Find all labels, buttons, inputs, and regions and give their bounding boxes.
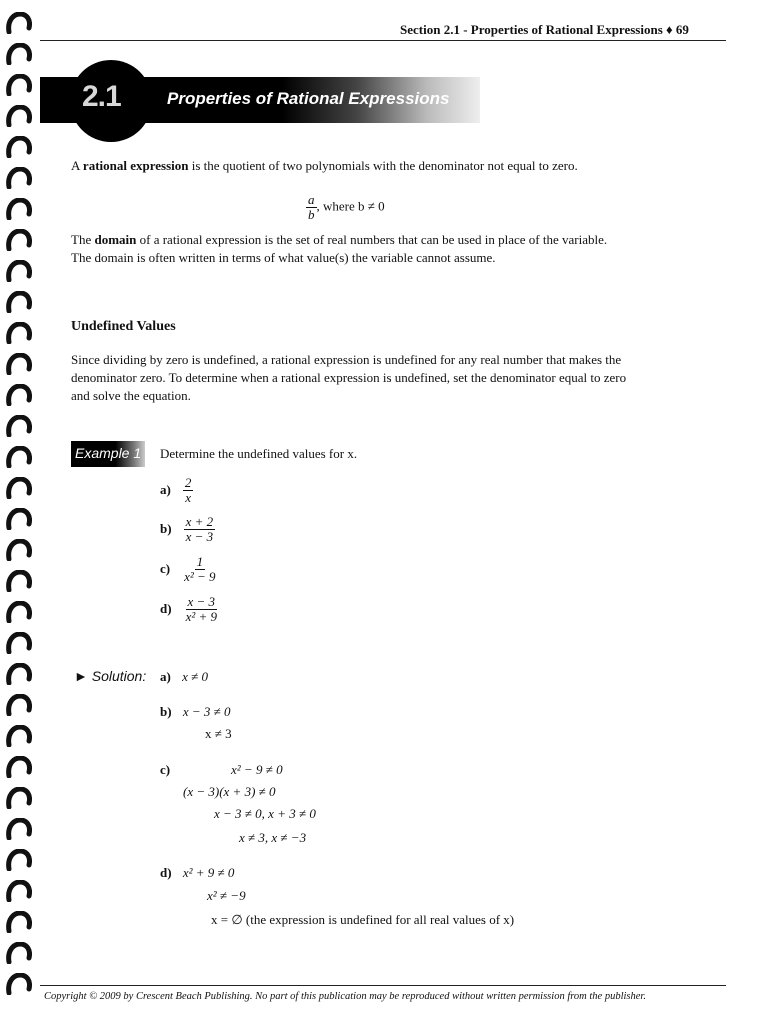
fraction-numerator: a xyxy=(308,192,315,207)
binding-ring xyxy=(6,663,32,685)
example-prompt: Determine the undefined values for x. xyxy=(160,446,358,461)
binding-ring xyxy=(6,756,32,778)
term-domain: domain xyxy=(94,232,137,247)
binding-ring xyxy=(6,291,32,313)
section-title: Properties of Rational Expressions xyxy=(167,89,450,108)
binding-ring xyxy=(6,167,32,189)
binding-ring xyxy=(6,74,32,96)
binding-ring xyxy=(6,446,32,468)
binding-ring xyxy=(6,43,32,65)
undefined-paragraph xyxy=(71,351,626,405)
fraction-denominator: b xyxy=(308,207,315,222)
text-run: A xyxy=(71,158,83,173)
text-line: denominator zero. To determine when a rational expression is undefined, set the denominator equal to zero xyxy=(71,370,627,385)
header-rule xyxy=(40,40,726,41)
section-number: 2.1 xyxy=(82,80,121,113)
item-label: d) xyxy=(160,865,172,880)
text-line: Since dividing by zero is undefined, a rational expression is undefined for any real number that makes the xyxy=(71,352,622,367)
text-run: of a rational expression is the set of real numbers that can be used in place of the variable. xyxy=(136,232,608,247)
example-item-c xyxy=(160,555,218,584)
solution-d xyxy=(160,865,234,881)
running-header: Section 2.1 - Properties of Rational Expressions ♦ 69 xyxy=(400,22,689,37)
fraction xyxy=(184,515,216,544)
fraction xyxy=(182,555,217,584)
item-label: c) xyxy=(160,762,171,777)
solution-label: ► Solution: xyxy=(74,668,147,684)
fraction-numerator: 1 xyxy=(196,554,204,569)
solution-c-step-1: x² − 9 ≠ 0 xyxy=(231,762,283,777)
solution-b xyxy=(160,704,231,720)
fraction-numerator: x − 3 xyxy=(187,594,216,609)
item-label: c) xyxy=(160,561,171,577)
footer-rule xyxy=(40,985,726,986)
binding-ring xyxy=(6,322,32,344)
binding-ring xyxy=(6,508,32,530)
fraction-denominator: x² + 9 xyxy=(185,609,218,624)
binding-ring xyxy=(6,725,32,747)
example-item-d xyxy=(160,595,219,624)
binding-ring xyxy=(6,942,32,964)
definition-formula xyxy=(306,193,385,222)
binding-ring xyxy=(6,818,32,840)
binding-ring xyxy=(6,384,32,406)
item-label: d) xyxy=(160,601,172,617)
item-label: b) xyxy=(160,704,172,719)
math-line: x − 3 ≠ 0 xyxy=(182,704,231,719)
solution-c xyxy=(160,762,170,778)
binding-ring xyxy=(6,12,32,34)
binding-ring xyxy=(6,973,32,995)
solution-c-step-4: x ≠ 3, x ≠ −3 xyxy=(239,830,307,845)
item-label: b) xyxy=(160,521,172,537)
binding-ring xyxy=(6,415,32,437)
fraction xyxy=(183,476,194,505)
binding-ring xyxy=(6,880,32,902)
subheading-undefined-values: Undefined Values xyxy=(71,319,176,334)
solution-d-step-2: x² ≠ −9 xyxy=(207,888,246,903)
domain-paragraph xyxy=(71,231,607,267)
binding-ring xyxy=(6,911,32,933)
math-line: x² + 9 ≠ 0 xyxy=(182,865,235,880)
example-item-a xyxy=(160,476,193,505)
solution-c-step-3: x − 3 ≠ 0, x + 3 ≠ 0 xyxy=(214,806,316,821)
term-rational-expression: rational expression xyxy=(82,158,189,173)
text-run: is the quotient of two polynomials with the denominator not equal to zero. xyxy=(188,158,578,173)
solution-b-step: x ≠ 3 xyxy=(205,726,232,741)
binding-ring xyxy=(6,105,32,127)
copyright-footer: Copyright © 2009 by Crescent Beach Publishing. No part of this publication may be reproduced without written permission from the publisher. xyxy=(44,991,646,1002)
binding-ring xyxy=(6,477,32,499)
item-label: a) xyxy=(160,482,171,498)
binding-ring xyxy=(6,539,32,561)
item-label: a) xyxy=(160,669,171,684)
text-line: The domain is often written in terms of what value(s) the variable cannot assume. xyxy=(71,250,496,265)
fraction xyxy=(184,595,219,624)
solution-a xyxy=(160,669,208,685)
definition-paragraph xyxy=(71,157,578,175)
fraction-denominator: x² − 9 xyxy=(184,569,216,584)
binding-ring xyxy=(6,353,32,375)
text-run: The xyxy=(71,232,95,247)
binding-ring xyxy=(6,849,32,871)
binding-ring xyxy=(6,632,32,654)
fraction-denominator: x − 3 xyxy=(185,529,214,544)
fraction-numerator: 2 xyxy=(184,475,192,490)
fraction-numerator: x + 2 xyxy=(185,514,214,529)
binding-ring xyxy=(6,136,32,158)
text-line: and solve the equation. xyxy=(71,388,191,403)
example-item-b xyxy=(160,515,215,544)
solution-c-step-2: (x − 3)(x + 3) ≠ 0 xyxy=(183,784,276,799)
binding-ring xyxy=(6,694,32,716)
binding-ring xyxy=(6,229,32,251)
binding-ring xyxy=(6,260,32,282)
binding-ring xyxy=(6,787,32,809)
binding-ring xyxy=(6,601,32,623)
solution-d-step-3: x = ∅ (the expression is undefined for all real values of x) xyxy=(211,912,515,927)
fraction xyxy=(306,193,317,222)
formula-condition: , where b ≠ 0 xyxy=(316,198,385,214)
binding-ring xyxy=(6,570,32,592)
fraction-denominator: x xyxy=(185,490,191,505)
binding-ring xyxy=(6,198,32,220)
example-badge-label: Example 1 xyxy=(75,445,142,461)
math-line: x ≠ 0 xyxy=(182,669,208,684)
spiral-binding xyxy=(6,12,36,1012)
